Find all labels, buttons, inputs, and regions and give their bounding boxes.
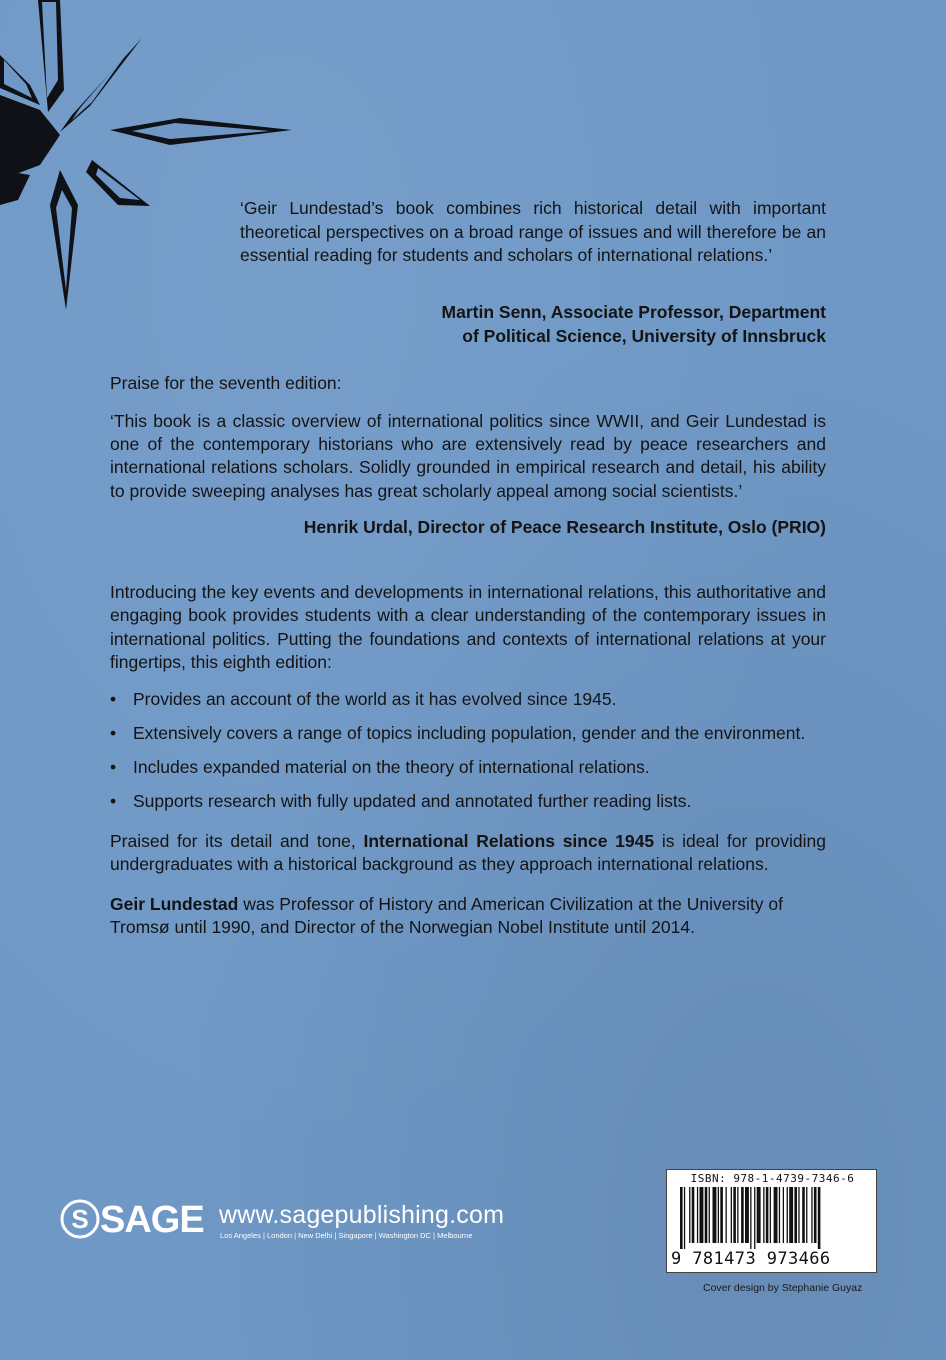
- book-title: International Relations since 1945: [363, 831, 655, 851]
- review-quote-senn: ‘Geir Lundestad’s book combines rich historical detail with important theoretical perspectives on a broad range of issues and will therefore be an essential reading for students and scholars of international relations.’: [240, 198, 826, 265]
- list-item: [110, 756, 840, 790]
- barcode-bar: [733, 1187, 736, 1243]
- barcode-bar: [731, 1187, 732, 1243]
- barcode-bar: [750, 1187, 751, 1249]
- author-bio-text: was Professor of History and American Civilization at the University of Tromsø until 1990, and Director of the Norwegian Nobel Institute until 2014.: [110, 894, 784, 938]
- bullet-icon: •: [110, 689, 117, 709]
- bullet-icon: •: [110, 791, 117, 811]
- publisher-cities: Los Angeles | London | New Delhi | Singapore | Washington DC | Melbourne: [220, 1231, 473, 1240]
- list-item: [110, 790, 840, 824]
- barcode-bar: [705, 1187, 708, 1243]
- barcode-bar: [798, 1187, 799, 1243]
- sage-logo-text: SAGE: [100, 1199, 204, 1241]
- praised-text: Praised for its detail and tone,: [110, 831, 364, 851]
- barcode-bar: [794, 1187, 797, 1243]
- list-item: [110, 688, 840, 722]
- barcode-bar: [814, 1187, 817, 1243]
- praised-paragraph: [110, 830, 826, 877]
- barcode-bar: [754, 1187, 755, 1249]
- barcode-bar: [757, 1187, 761, 1243]
- barcode-bar: [726, 1187, 727, 1243]
- barcode-bar: [737, 1187, 738, 1243]
- barcode-bar: [818, 1187, 821, 1249]
- barcode-bar: [783, 1187, 784, 1243]
- barcode-bar: [692, 1187, 695, 1243]
- author-name: Geir Lundestad: [110, 894, 239, 914]
- isbn-label: ISBN: 978-1-4739-7346-6: [690, 1172, 855, 1185]
- barcode-bar: [766, 1187, 769, 1243]
- review-attribution-senn: [300, 301, 826, 348]
- barcode-bar: [806, 1187, 807, 1243]
- barcode-bar: [802, 1187, 805, 1243]
- list-item-text: Extensively covers a range of topics including population, gender and the environment.: [133, 723, 806, 743]
- barcode-bar: [763, 1187, 764, 1243]
- barcode-bar: [713, 1187, 717, 1243]
- barcode-bar: [811, 1187, 812, 1243]
- praise-heading: Praise for the seventh edition:: [110, 373, 342, 393]
- barcode-bar: [741, 1187, 744, 1243]
- cover-design-credit: Cover design by Stephanie Guyaz: [703, 1282, 863, 1294]
- sage-logo-icon: [60, 1197, 100, 1241]
- publisher-url: www.sagepublishing.com: [219, 1201, 505, 1229]
- barcode-bar: [689, 1187, 690, 1243]
- barcode-bar: [684, 1187, 685, 1249]
- list-item: [110, 722, 840, 756]
- book-description: Introducing the key events and developments in international relations, this authoritative and engaging book provides students with a clear understanding of the contemporary issues in international politics. Putting the foundations and contexts of international relations at your fingertips, this eighth edition:: [110, 582, 826, 672]
- isbn-barcode: [666, 1169, 877, 1273]
- feature-list: [110, 688, 840, 824]
- barcode-bar: [680, 1187, 683, 1249]
- barcode-bar: [779, 1187, 780, 1243]
- barcode-bar: [700, 1187, 704, 1243]
- barcode-bar: [787, 1187, 788, 1243]
- list-item-text: Includes expanded material on the theory of international relations.: [133, 757, 650, 777]
- barcode-digits: 9 781473 973466: [671, 1249, 831, 1269]
- bullet-icon: •: [110, 723, 117, 743]
- barcode-bar: [774, 1187, 778, 1243]
- attribution-line: Martin Senn, Associate Professor, Department: [441, 302, 826, 322]
- author-bio: [110, 893, 830, 940]
- list-item-text: Provides an account of the world as it has evolved since 1945.: [133, 689, 617, 709]
- barcode-bar: [789, 1187, 793, 1243]
- barcode-bar: [718, 1187, 719, 1243]
- svg-text:S: S: [71, 1204, 89, 1234]
- review-attribution-urdal: Henrik Urdal, Director of Peace Research Institute, Oslo (PRIO): [303, 517, 826, 537]
- praised-text: is ideal for providing undergraduates with a historical background as they approach international relations.: [110, 831, 827, 875]
- barcode-bar: [697, 1187, 698, 1243]
- barcode-bars-icon: [680, 1187, 865, 1249]
- barcode-bar: [745, 1187, 749, 1243]
- bullet-icon: •: [110, 757, 117, 777]
- barcode-bar: [770, 1187, 771, 1243]
- attribution-line: of Political Science, University of Innsbruck: [462, 325, 826, 346]
- list-item-text: Supports research with fully updated and annotated further reading lists.: [133, 791, 692, 811]
- review-quote-urdal: ‘This book is a classic overview of international politics since WWII, and Geir Lundestad is one of the contemporary historians who are extensively read by peace researchers and international relations scholars. Solidly grounded in empirical research and detail, his ability to provide sweeping analyses has great scholarly appeal among social scientists.’: [110, 411, 826, 501]
- barcode-bar: [709, 1187, 710, 1243]
- barcode-bar: [720, 1187, 723, 1243]
